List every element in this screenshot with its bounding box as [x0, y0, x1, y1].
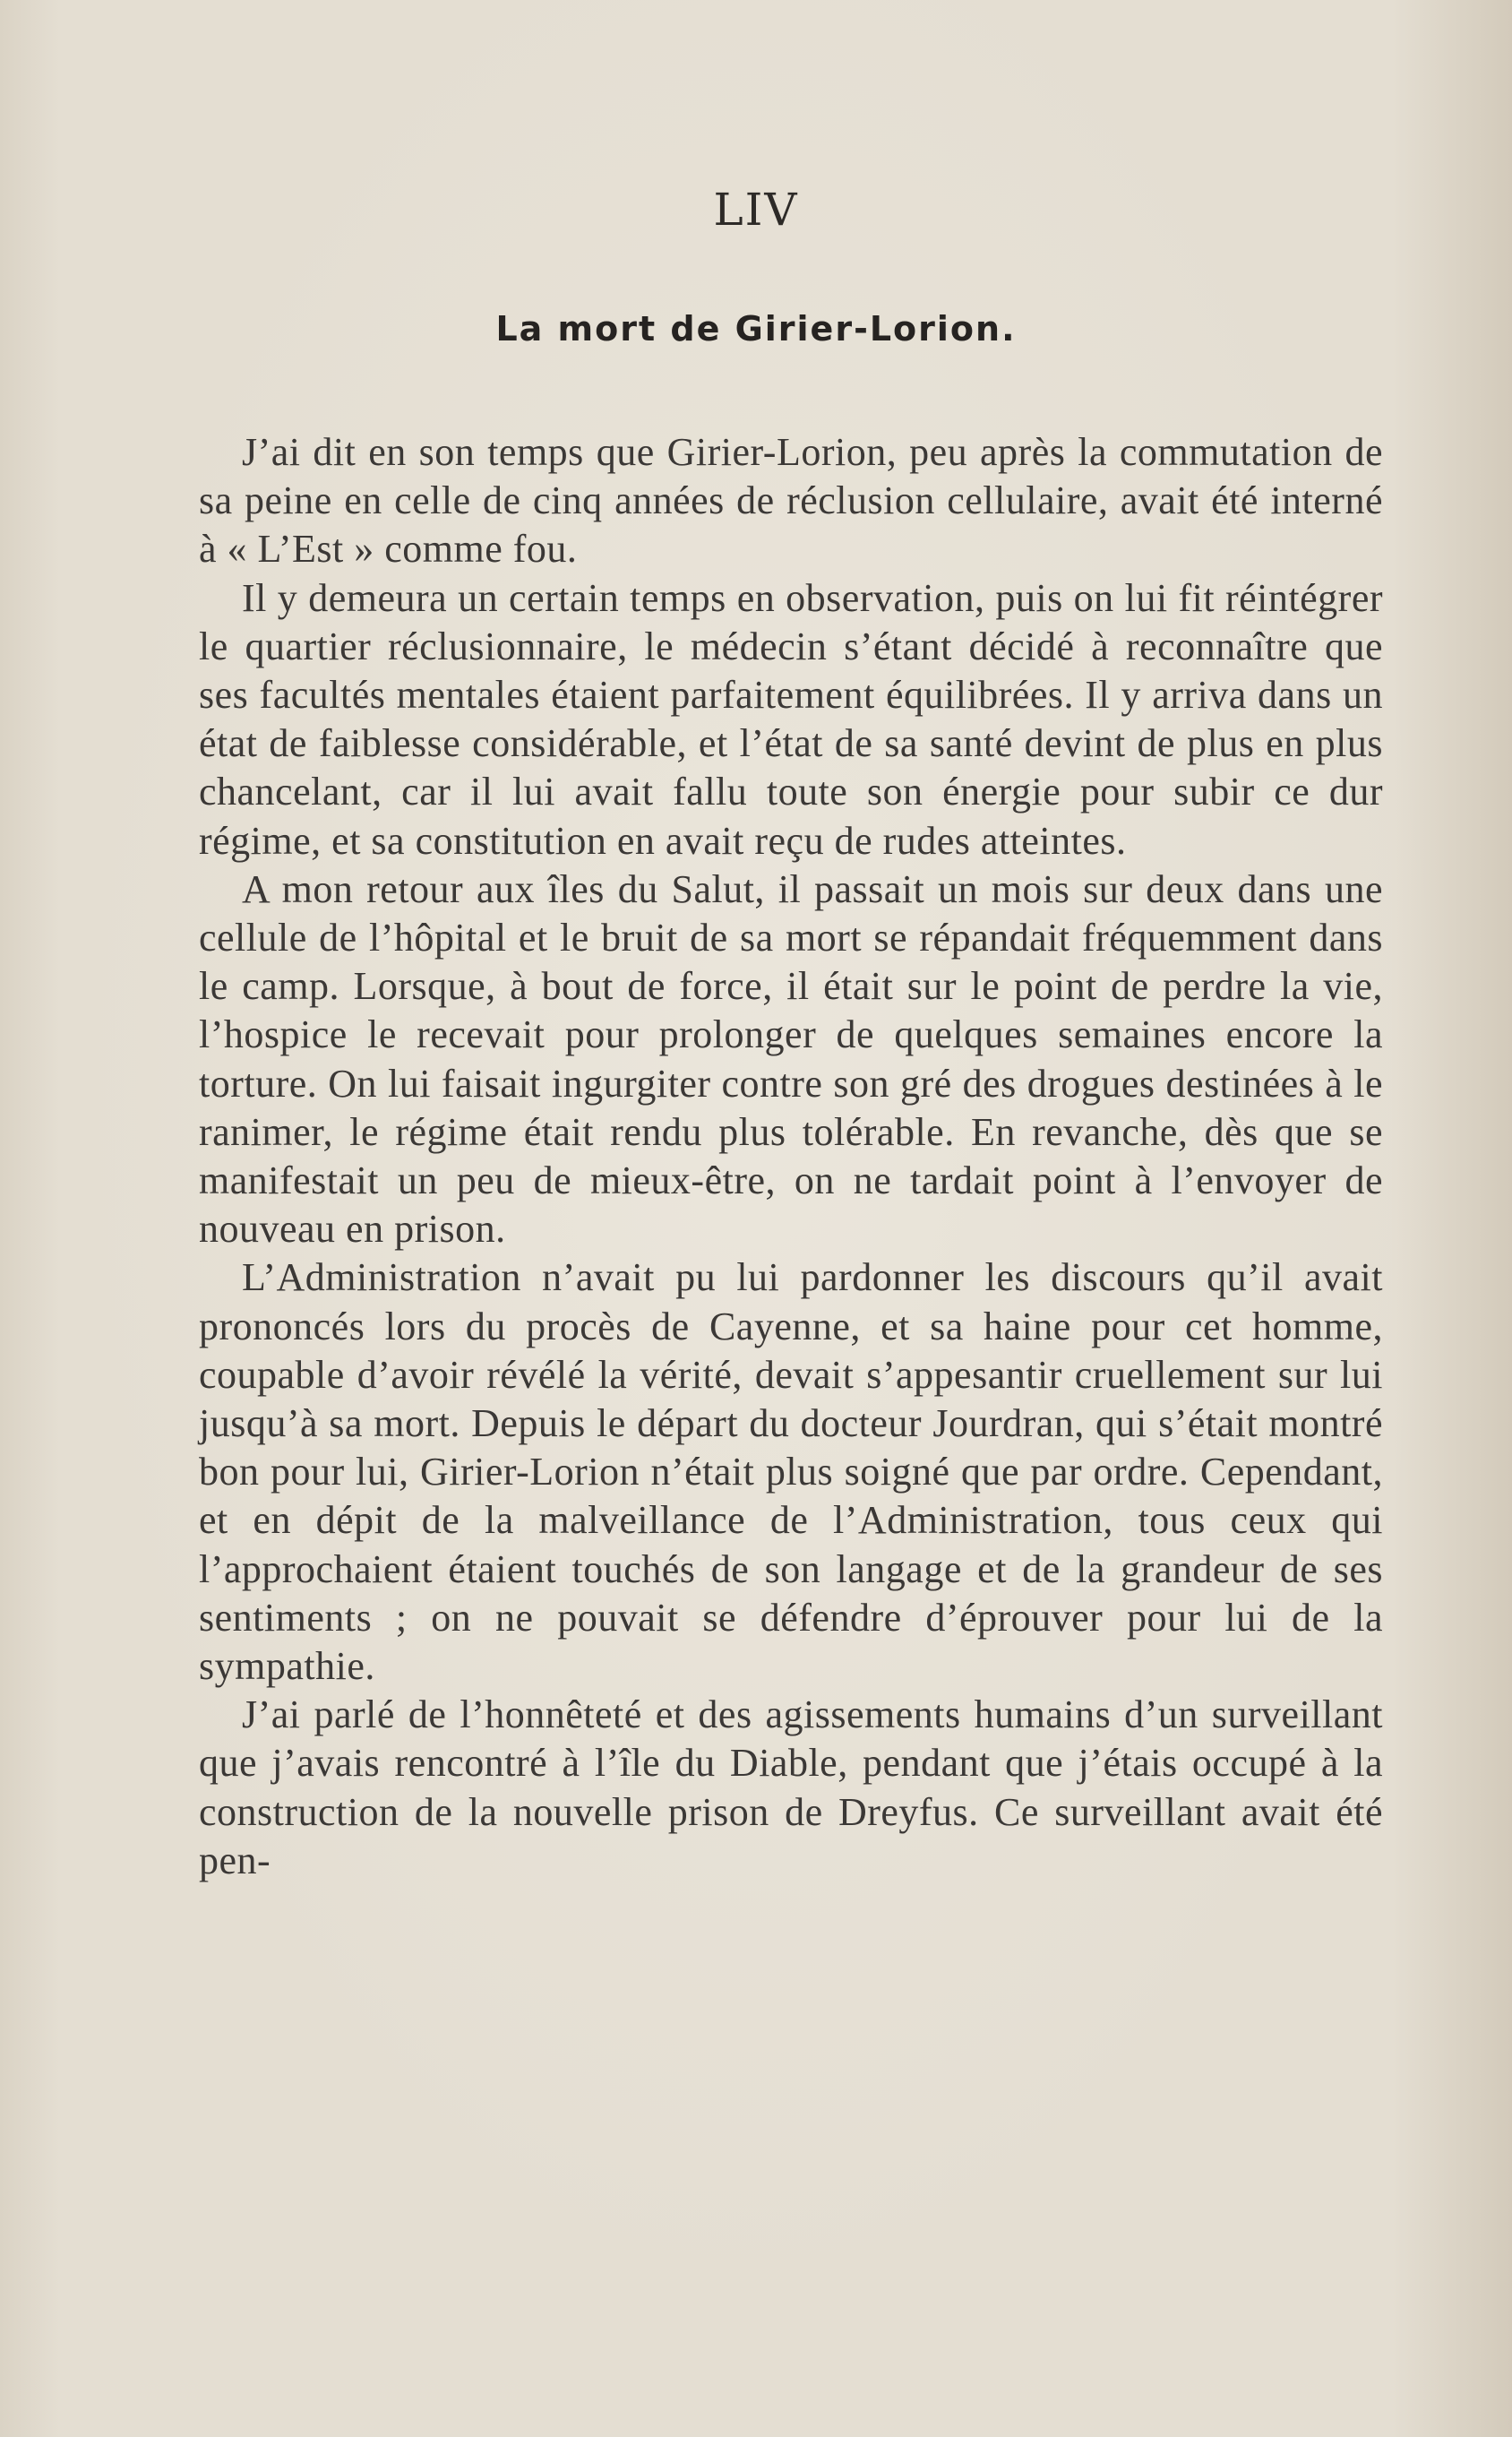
chapter-title: La mort de Girier-Lorion. [495, 309, 1017, 349]
paragraph: L’Administration n’avait pu lui pardonner les discours qu’il avait prononcés lors du procès de Cayenne, et sa haine pour cet homme, coupable d’avoir révélé la vérité, devait s’appesantir cruellement sur lui jusqu’à sa mort. Depuis le départ du docteur Jourdran, qui s’était montré bon pour lui, Girier-Lorion n’était plus soigné que par ordre. Cependant, et en dépit de la malveillance de l’Administration, tous ceux qui l’approchaient étaient touchés de son langage et de la grandeur de ses sentiments ; on ne pouvait se défendre d’éprouver pour lui de la sympathie. [199, 1255, 1383, 1689]
chapter-number: LIV [713, 184, 799, 236]
paragraph: A mon retour aux îles du Salut, il passait un mois sur deux dans une cellule de l’hôpital et le bruit de sa mort se répandait fréquemment dans le camp. Lorsque, à bout de force, il était sur le point de perdre la vie, l’hospice le recevait pour prolonger de quelques semaines encore la torture. On lui faisait ingurgiter contre son gré des drogues destinées à le ranimer, le régime était rendu plus tolérable. En revanche, dès que se manifestait un peu de mieux-être, on ne tardait point à l’envoyer de nouveau en prison. [199, 866, 1383, 1252]
paragraph: J’ai dit en son temps que Girier-Lorion, peu après la commutation de sa peine en celle de cinq années de réclusion cellulaire, avait été interné à « L’Est » comme fou. [199, 430, 1383, 572]
paragraph: J’ai parlé de l’honnêteté et des agissements humains d’un surveillant que j’avais rencontré à l’île du Diable, pendant que j’étais occupé à la construction de la nouvelle prison de Dreyfus. Ce surveillant avait été pen- [199, 1692, 1383, 1882]
body-text [199, 428, 1383, 1885]
paragraph: Il y demeura un certain temps en observation, puis on lui fit réintégrer le quartier réclusionnaire, le médecin s’étant décidé à reconnaître que ses facultés mentales étaient parfaitement équilibrées. Il y arriva dans un état de faiblesse considérable, et l’état de sa santé devint de plus en plus chancelant, car il lui avait fallu toute son énergie pour subir ce dur régime, et sa constitution en avait reçu de rudes atteintes. [199, 575, 1383, 863]
